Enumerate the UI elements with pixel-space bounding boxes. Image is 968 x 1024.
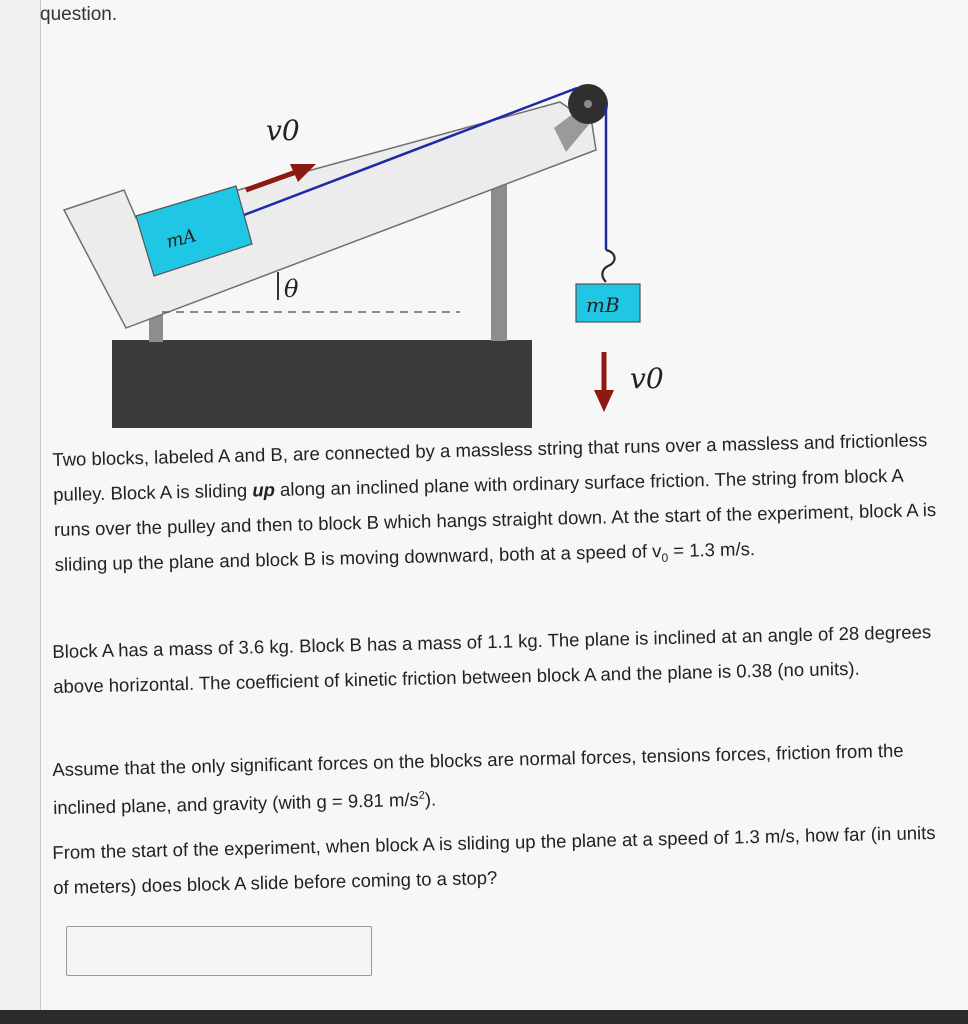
- velocity-arrow-b-head: [594, 390, 614, 412]
- p1-text-c: along an inclined plane with ordinary surface friction. The string from block A runs over the pulley and then to block B which hangs straight down. At the start of the experiment, block A is sliding up the plane and block B is moving downward, both at a speed of v: [53, 464, 937, 575]
- base-block: [112, 340, 532, 428]
- p1-emphasis: up: [252, 478, 276, 501]
- block-b-label: mB: [586, 293, 620, 317]
- hook: [602, 250, 614, 282]
- angle-label: θ: [284, 275, 299, 303]
- problem-paragraph-1: [52, 422, 945, 590]
- block-a-label: mA: [164, 225, 199, 253]
- p1-text-a: Two blocks, labeled A and B, are connected by a massless string that runs over a massless and frictionless pulley. Block A is sliding: [52, 429, 928, 505]
- p3-superscript: 2: [418, 789, 425, 802]
- right-support: [491, 183, 507, 341]
- problem-paragraph-2: Block A has a mass of 3.6 kg. Block B has a mass of 1.1 kg. The plane is inclined at an angle of 28 degrees above horizontal. The coefficient of kinetic friction between block A and the plane is 0.38 (no units).: [52, 621, 932, 697]
- p1-text-d: = 1.3 m/s.: [667, 538, 756, 562]
- physics-diagram: [40, 40, 760, 440]
- p3-text-a: Assume that the only significant forces on the blocks are normal forces, tensions forces, friction from the inclined plane, and gravity (with g = 9.81 m/s: [52, 739, 904, 819]
- velocity-label-top: v0: [266, 114, 300, 147]
- pulley-axle: [584, 100, 592, 108]
- question-heading: question.: [40, 4, 118, 25]
- bottom-bar: [0, 1010, 968, 1024]
- p3-text-b: ).: [424, 788, 437, 810]
- page-left-border: [0, 0, 41, 1024]
- answer-input[interactable]: [66, 926, 372, 976]
- velocity-label-bottom: v0: [630, 362, 664, 395]
- p1-subscript: 0: [661, 550, 669, 565]
- problem-paragraph-4: From the start of the experiment, when block A is sliding up the plane at a speed of 1.3 m/s, how far (in units of meters) does block A slide before coming to a stop?: [52, 821, 936, 898]
